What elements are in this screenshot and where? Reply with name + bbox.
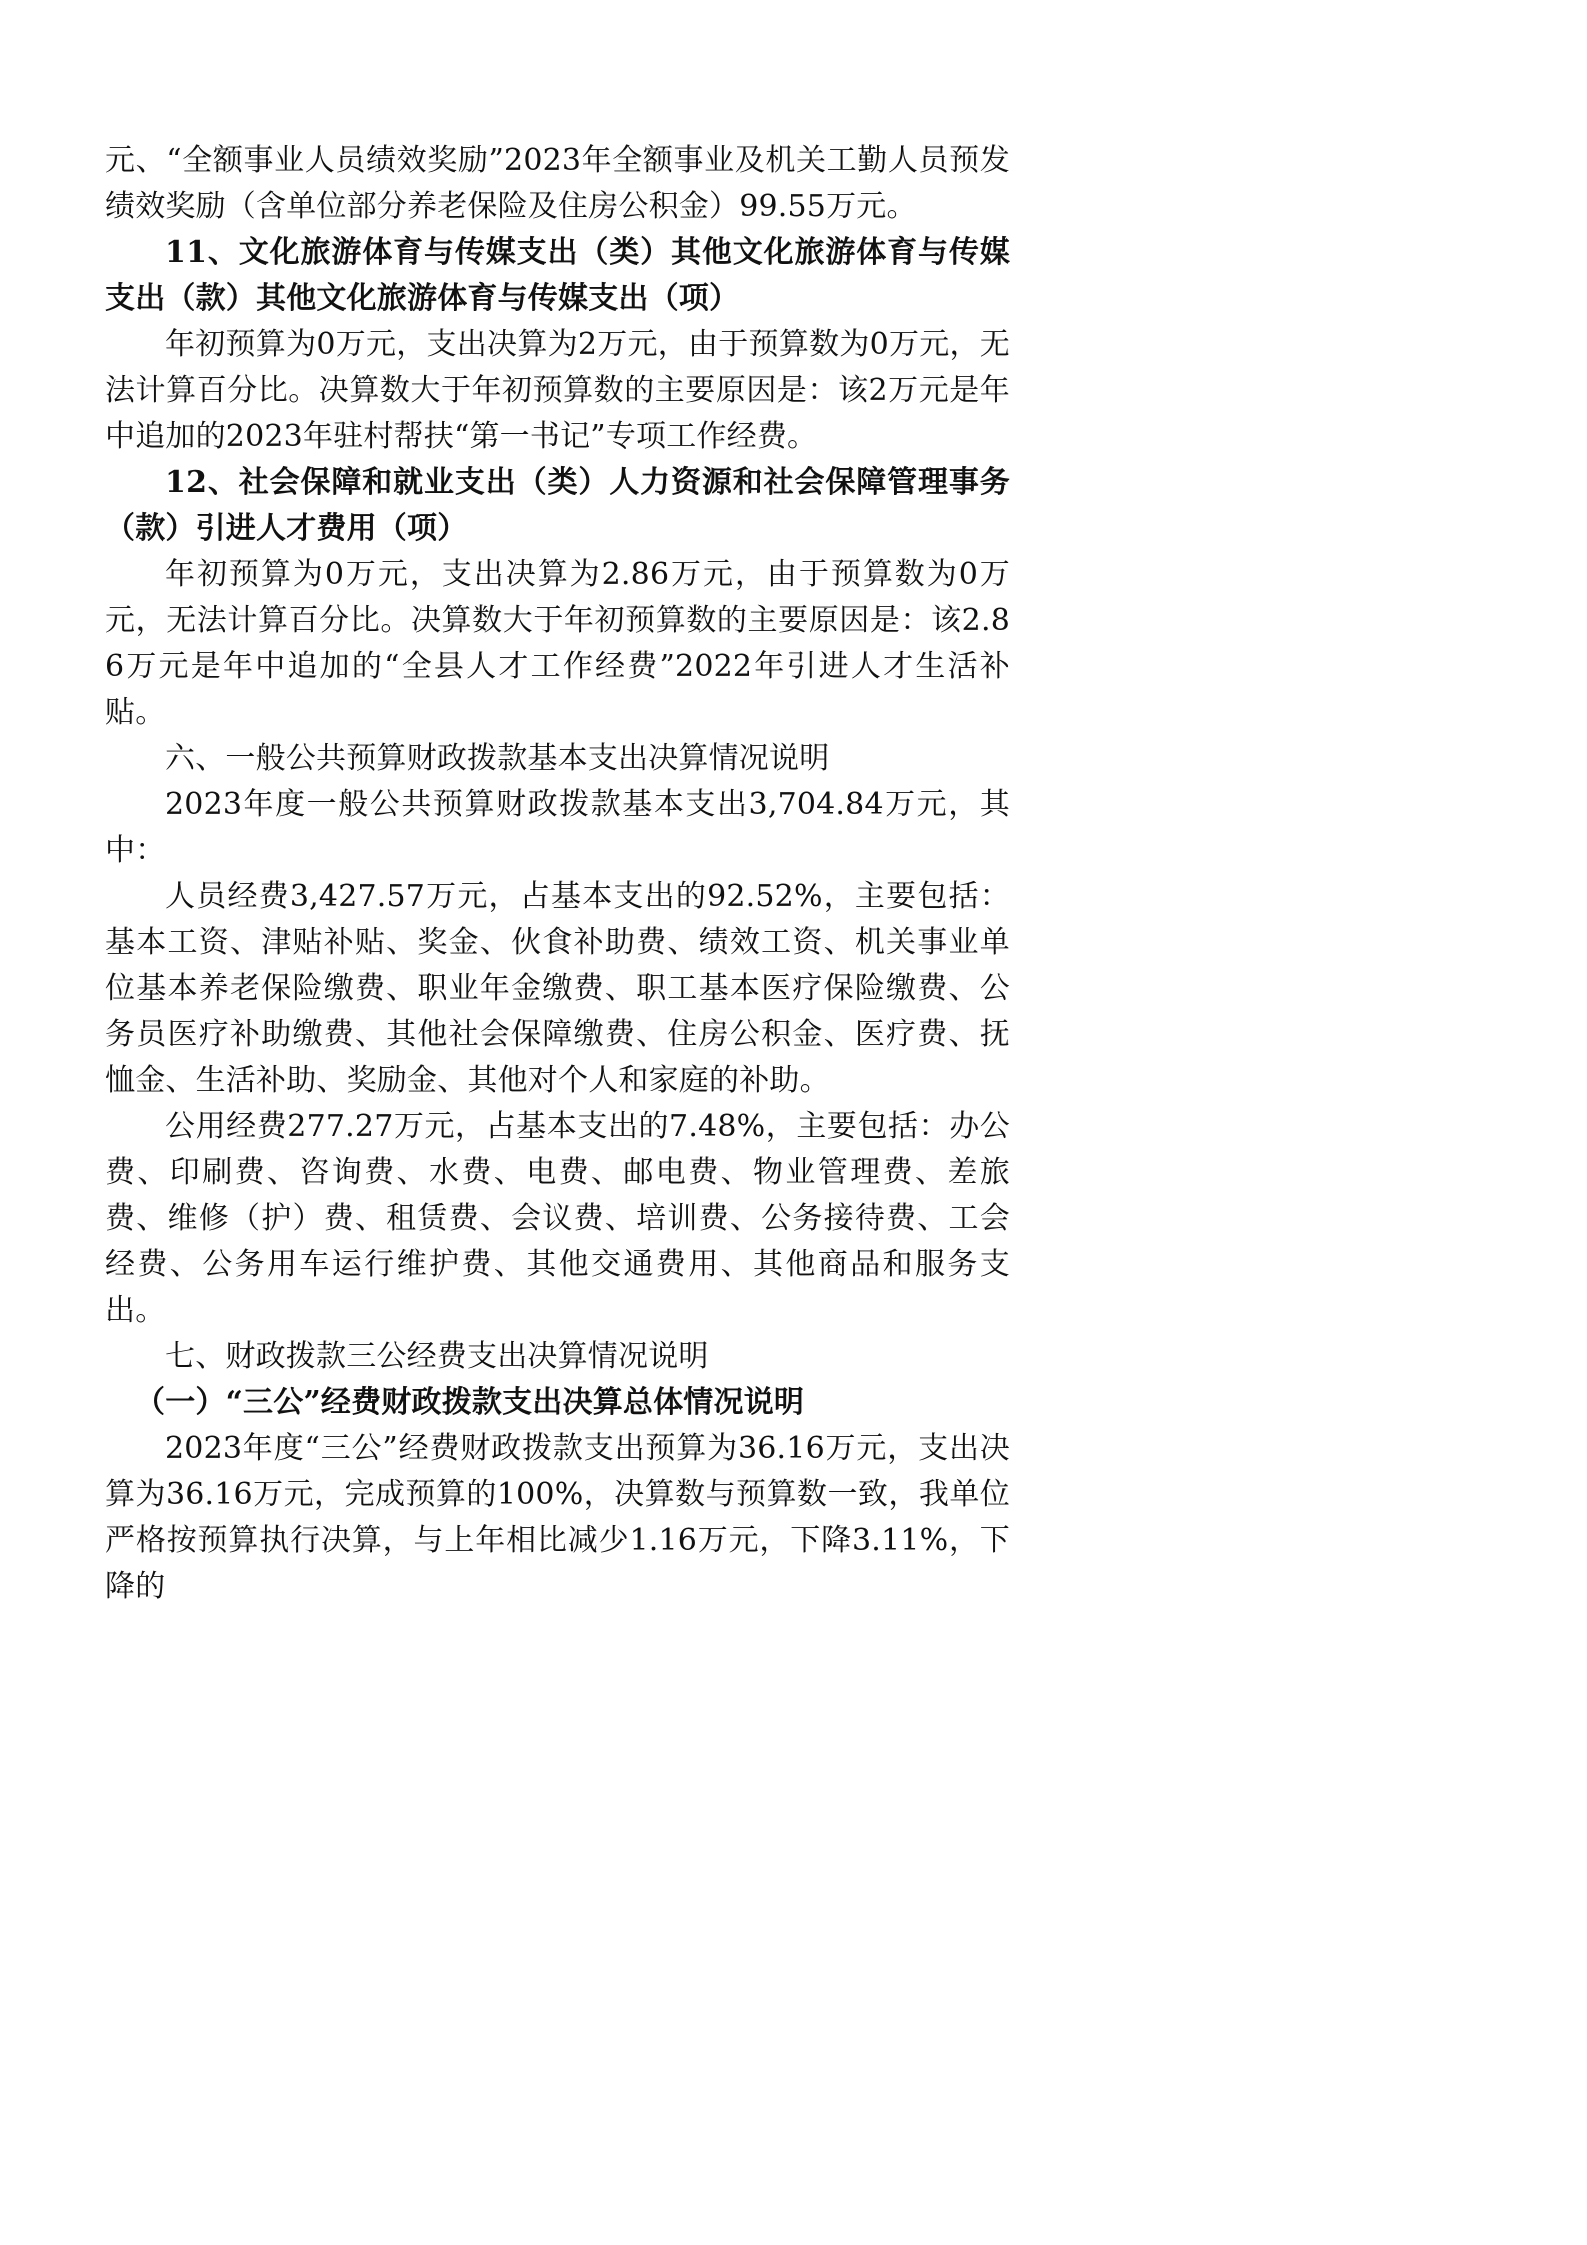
heading-social-security-talent-expenditure: 12、社会保障和就业支出（类）人力资源和社会保障管理事务（款）引进人才费用（项） xyxy=(105,465,1010,546)
document-page xyxy=(105,138,1010,1610)
heading-section-seven-three-public: 七、财政拨款三公经费支出决算情况说明 xyxy=(165,1339,709,1374)
paragraph-public-expenses: 公用经费277.27万元，占基本支出的7.48%，主要包括：办公费、印刷费、咨询费、水费、电费、邮电费、物业管理费、差旅费、维修（护）费、租赁费、会议费、培训费、公务接待费、工会经费、公务用车运行维护费、其他交通费用、其他商品和服务支出。 xyxy=(105,1109,1010,1328)
paragraph-talent-expenditure-explanation: 年初预算为0万元，支出决算为2.86万元，由于预算数为0万元，无法计算百分比。决算数大于年初预算数的主要原因是：该2.86万元是年中追加的“全县人才工作经费”2022年引进人才生活补贴。 xyxy=(105,557,1010,730)
paragraph-basic-expenditure-total: 2023年度一般公共预算财政拨款基本支出3,704.84万元，其中： xyxy=(105,787,1010,868)
paragraph-three-public-overall-explanation: 2023年度“三公”经费财政拨款支出预算为36.16万元，支出决算为36.16万元，完成预算的100%，决算数与预算数一致，我单位严格按预算执行决算，与上年相比减少1.16万元，下降3.11%，下降的 xyxy=(105,1431,1010,1604)
paragraph-personnel-expenses: 人员经费3,427.57万元，占基本支出的92.52%，主要包括：基本工资、津贴补贴、奖金、伙食补助费、绩效工资、机关事业单位基本养老保险缴费、职业年金缴费、职工基本医疗保险缴费、公务员医疗补助缴费、其他社会保障缴费、住房公积金、医疗费、抚恤金、生活补助、奖励金、其他对个人和家庭的补助。 xyxy=(105,879,1010,1098)
heading-section-six-basic-expenditure: 六、一般公共预算财政拨款基本支出决算情况说明 xyxy=(165,741,830,776)
paragraph-culture-tourism-explanation: 年初预算为0万元，支出决算为2万元，由于预算数为0万元，无法计算百分比。决算数大于年初预算数的主要原因是：该2万元是年中追加的2023年驻村帮扶“第一书记”专项工作经费。 xyxy=(105,327,1010,454)
heading-three-public-overall: （一）“三公”经费财政拨款支出决算总体情况说明 xyxy=(135,1385,805,1420)
heading-culture-tourism-expenditure: 11、文化旅游体育与传媒支出（类）其他文化旅游体育与传媒支出（款）其他文化旅游体育与传媒支出（项） xyxy=(105,235,1010,316)
paragraph-continuation-performance-bonus: 元、“全额事业人员绩效奖励”2023年全额事业及机关工勤人员预发绩效奖励（含单位部分养老保险及住房公积金）99.55万元。 xyxy=(105,143,1010,224)
